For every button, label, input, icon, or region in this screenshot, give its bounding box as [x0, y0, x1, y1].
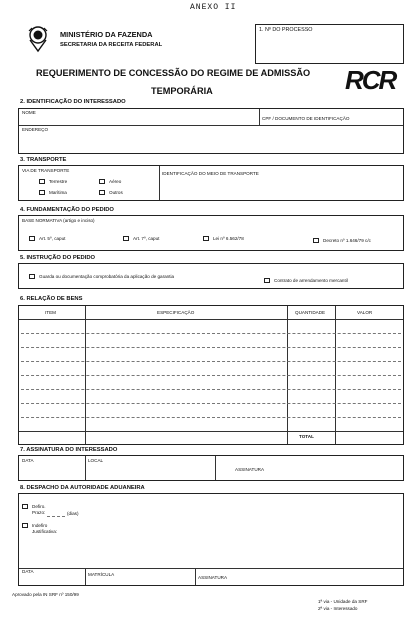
section3-title: 3. TRANSPORTE — [20, 157, 67, 163]
ministry-name: MINISTÉRIO DA FAZENDA — [60, 30, 153, 39]
col-desc-header: ESPECIFICAÇÃO — [157, 310, 195, 315]
dias-label: (dias) — [67, 511, 79, 516]
name-field[interactable] — [23, 116, 257, 124]
col-qty-header: QUANTIDADE — [295, 310, 326, 315]
justificativa-field[interactable] — [59, 530, 399, 566]
section8-title: 8. DESPACHO DA AUTORIDADE ADUANEIRA — [20, 485, 145, 491]
checkbox-maritima[interactable] — [39, 190, 45, 195]
process-number-field[interactable] — [255, 24, 404, 64]
via2-text: 2ª via - Interessado — [318, 606, 358, 611]
section4-title: 4. FUNDAMENTAÇÃO DO PEDIDO — [20, 207, 114, 213]
section4-box — [18, 215, 404, 251]
section2-title: 2. IDENTIFICAÇÃO DO INTERESSADO — [20, 99, 126, 105]
transport-id-label: IDENTIFICAÇÃO DO MEIO DE TRANSPORTE — [162, 171, 259, 176]
section5-title: 5. INSTRUÇÃO DO PEDIDO — [20, 255, 96, 261]
via1-text: 1ª via - Unidade da SRF — [318, 599, 368, 604]
col-item-header: ITEM — [45, 310, 56, 315]
coat-of-arms-icon — [27, 25, 49, 53]
justificativa-label: Justificativa: — [32, 529, 58, 534]
base-label: BASE NORMATIVA (artigo e inciso) — [22, 218, 95, 223]
col-value-header: VALOR — [357, 310, 373, 315]
opt-terrestre: Terrestre — [49, 179, 68, 184]
approval-text: Aprovado pela IN SRF nº 150/99 — [12, 592, 79, 597]
section5-box — [18, 263, 404, 289]
desp-sig-label: ASSINATURA — [198, 575, 228, 580]
total-label: TOTAL — [299, 434, 314, 439]
checkbox-contrato[interactable] — [264, 278, 270, 283]
prazo-label: Prazo: — [32, 510, 46, 515]
section7-box — [18, 455, 404, 481]
checkbox-lei[interactable] — [203, 236, 209, 241]
name-label: NOME — [22, 110, 36, 115]
sig-place-label: LOCAL — [88, 458, 104, 463]
opt-art5: Art. 5º, caput — [39, 236, 66, 241]
section2-box — [18, 108, 404, 154]
desp-date-label: DATA — [22, 569, 34, 574]
secretariat-name: SECRETARIA DA RECEITA FEDERAL — [60, 42, 163, 48]
address-field[interactable] — [55, 129, 395, 151]
sig-signature-label: ASSINATURA — [235, 467, 265, 472]
transport-id-field[interactable] — [162, 179, 400, 197]
opt-indefiro: Indefiro — [32, 523, 48, 528]
via-label: VIA DE TRANSPORTE — [22, 168, 70, 173]
checkbox-art5[interactable] — [29, 236, 35, 241]
sig-signature-field[interactable] — [277, 462, 401, 478]
checkbox-indefiro[interactable] — [22, 523, 28, 528]
checkbox-defiro[interactable] — [22, 504, 28, 509]
address-label: ENDEREÇO — [22, 127, 49, 132]
opt-garantia: Guarda ou documentação comprobatória da aplicação de garantia — [39, 274, 175, 279]
sig-date-field[interactable] — [22, 466, 82, 478]
opt-maritima: Marítima — [49, 190, 67, 195]
section7-title: 7. ASSINATURA DO INTERESSADO — [20, 447, 118, 453]
checkbox-art7[interactable] — [123, 236, 129, 241]
section3-box — [18, 165, 404, 201]
section8-box — [18, 493, 404, 586]
section6-title: 6. RELAÇÃO DE BENS — [20, 296, 83, 302]
opt-art7: Art. 7º, caput — [133, 236, 160, 241]
opt-lei: Lei nº 6.562/78 — [213, 236, 244, 241]
rcr-logo: RCR — [345, 65, 396, 95]
process-number-label: 1. Nº DO PROCESSO — [259, 27, 313, 33]
desp-mat-label: MATRÍCULA — [88, 572, 115, 577]
sig-date-label: DATA — [22, 458, 34, 463]
opt-aereo: Aéreo — [109, 179, 122, 184]
opt-decreto: Decreto nº 1.646/79 c/c — [323, 238, 371, 243]
opt-defiro: Defiro. — [32, 504, 46, 509]
sig-place-field[interactable] — [88, 466, 212, 478]
doc-label: CPF / DOCUMENTO DE IDENTIFICAÇÃO — [262, 116, 350, 121]
annex-label: ANEXO II — [190, 3, 237, 12]
checkbox-terrestre[interactable] — [39, 179, 45, 184]
form-title-line2: TEMPORÁRIA — [151, 86, 213, 96]
opt-outros: Outros — [109, 190, 123, 195]
checkbox-garantia[interactable] — [29, 274, 35, 279]
checkbox-decreto[interactable] — [313, 238, 319, 243]
total-value-field[interactable] — [337, 433, 401, 443]
checkbox-outros[interactable] — [99, 190, 105, 195]
form-title-line1: REQUERIMENTO DE CONCESSÃO DO REGIME DE ADMISSÃO — [36, 68, 311, 78]
opt-contrato: Contrato de arrendamento mercantil — [274, 278, 348, 283]
checkbox-aereo[interactable] — [99, 179, 105, 184]
goods-table — [18, 305, 404, 445]
